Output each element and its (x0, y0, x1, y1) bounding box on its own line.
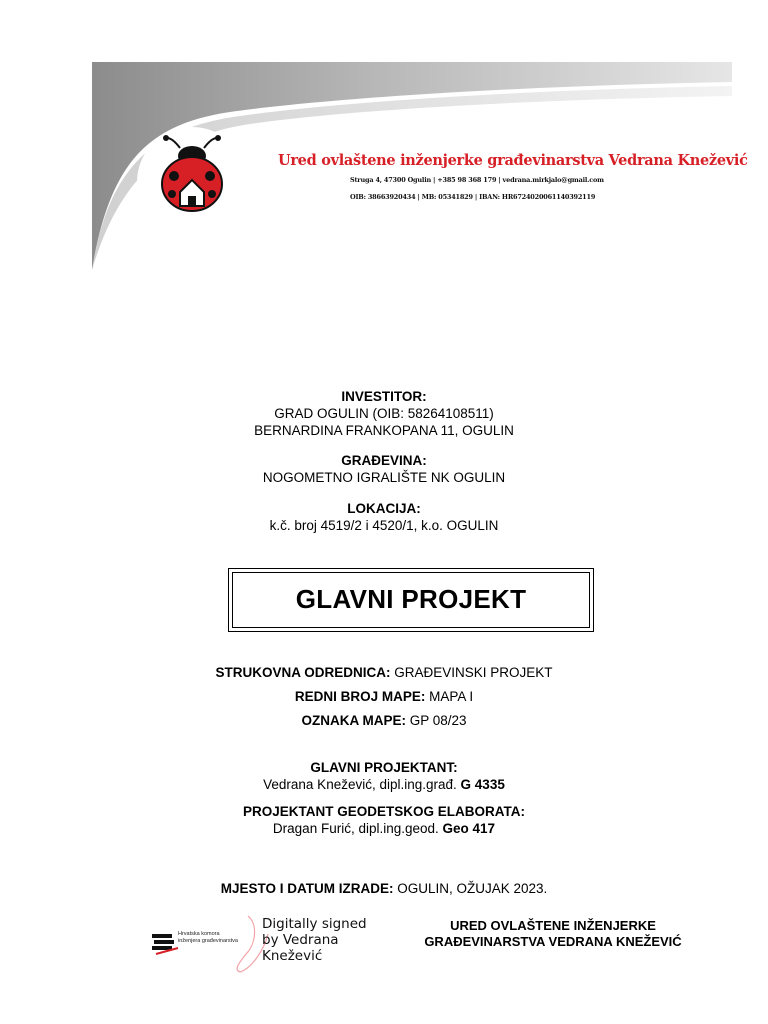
glavni-projektant-section (0, 759, 768, 793)
ladybug-house-logo-icon (136, 126, 248, 238)
signature-line3: Knežević (262, 948, 323, 964)
footer-office-line2: GRAĐEVINARSTVA VEDRANA KNEŽEVIĆ (424, 934, 682, 949)
strukovna-value: GRAĐEVINSKI PROJEKT (394, 665, 553, 680)
hkig-text-line2: inženjera građevinarstva (178, 938, 238, 944)
mjesto-datum-label: MJESTO I DATUM IZRADE: (220, 881, 394, 896)
gradevina-label: GRAĐEVINA: (341, 453, 427, 468)
footer-office-line1: URED OVLAŠTENE INŽENJERKE (450, 918, 656, 933)
geodetski-label: PROJEKTANT GEODETSKOG ELABORATA: (242, 804, 525, 819)
lokacija-section (0, 500, 768, 534)
geodetski-name: Dragan Furić, dipl.ing.geod. (272, 821, 439, 836)
digital-signature-text (262, 916, 367, 964)
title-box (228, 568, 594, 632)
investitor-line1: GRAD OGULIN (OIB: 58264108511) (274, 406, 494, 421)
signature-line1: Digitally signed (262, 916, 367, 932)
oznaka-mape-row (0, 712, 768, 729)
glavni-projektant-name: Vedrana Knežević, dipl.ing.građ. (263, 777, 457, 792)
glavni-projektant-number: G 4335 (460, 777, 505, 792)
mjesto-datum-value: OGULIN, OŽUJAK 2023. (397, 881, 548, 896)
office-name-header: Ured ovlaštene inženjerke građevinarstva Vedrana Knežević (278, 152, 748, 169)
investitor-line2: BERNARDINA FRANKOPANA 11, OGULIN (254, 423, 514, 438)
redni-broj-label: REDNI BROJ MAPE: (294, 689, 426, 704)
geodetski-section (0, 803, 768, 837)
investitor-section (0, 388, 768, 439)
redni-broj-value: MAPA I (429, 689, 474, 704)
glavni-projektant-line (0, 776, 768, 793)
mjesto-datum-row (0, 880, 768, 897)
footer-office-name (408, 918, 698, 950)
gradevina-value: NOGOMETNO IGRALIŠTE NK OGULIN (262, 470, 506, 485)
document-title: GLAVNI PROJEKT (295, 584, 527, 614)
office-address-header: Struga 4, 47300 Ogulin | +385 98 368 179 | vedrana.mirkjalo@gmail.com (350, 176, 604, 184)
strukovna-label: STRUKOVNA ODREDNICA: (215, 665, 391, 680)
oznaka-mape-label: OZNAKA MAPE: (301, 713, 406, 728)
investitor-label: INVESTITOR: (341, 389, 427, 404)
geodetski-line (0, 820, 768, 837)
gradevina-section (0, 452, 768, 486)
geodetski-number: Geo 417 (442, 821, 496, 836)
lokacija-label: LOKACIJA: (347, 501, 421, 516)
signature-line2: by Vedrana (262, 932, 339, 948)
redni-broj-row (0, 688, 768, 705)
glavni-projektant-label: GLAVNI PROJEKTANT: (310, 760, 458, 775)
strukovna-row (0, 664, 768, 681)
lokacija-value: k.č. broj 4519/2 i 4520/1, k.o. OGULIN (269, 518, 499, 533)
header-swoosh-graphic (0, 0, 768, 290)
hkig-text-line1: Hrvatska komora (178, 931, 220, 937)
office-ids-header: OIB: 38663920434 | MB: 05341829 | IBAN: HR6724020061140392119 (350, 193, 596, 201)
oznaka-mape-value: GP 08/23 (409, 713, 467, 728)
